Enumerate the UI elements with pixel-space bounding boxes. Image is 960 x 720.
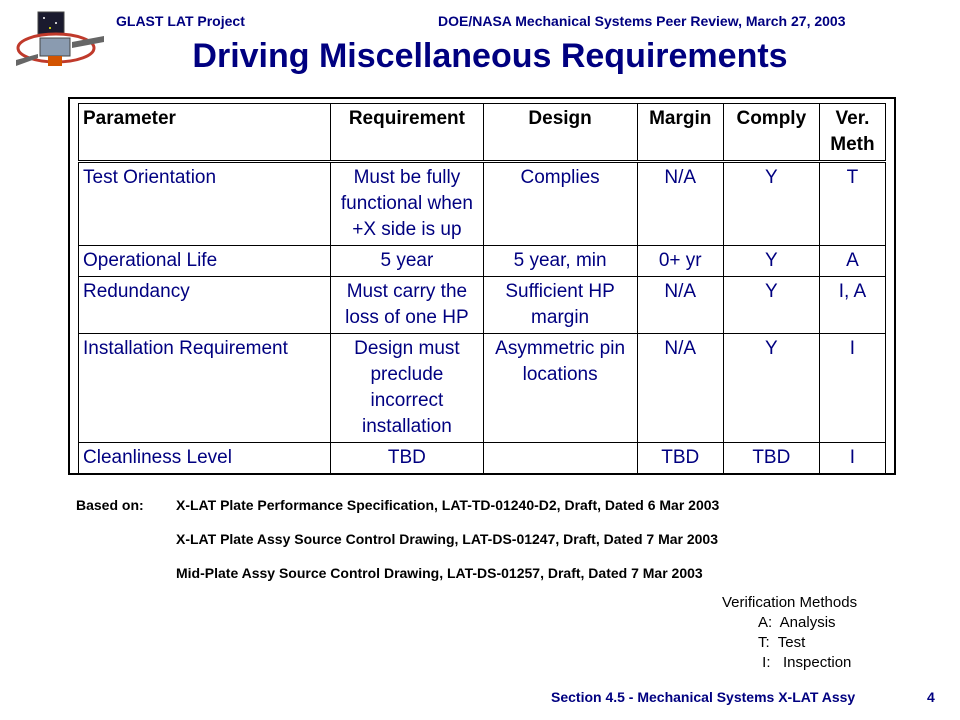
table-cell: Y <box>723 277 819 334</box>
table-cell: Test Orientation <box>79 162 331 246</box>
table-cell: I, A <box>819 277 885 334</box>
table-cell: N/A <box>637 334 723 443</box>
table-cell: 0+ yr <box>637 246 723 277</box>
verification-item: I: Inspection <box>758 654 852 671</box>
table-row <box>79 334 886 443</box>
table-cell: Cleanliness Level <box>79 443 331 474</box>
review-title: DOE/NASA Mechanical Systems Peer Review, March 27, 2003 <box>438 13 846 29</box>
page-title: Driving Miscellaneous Requirements <box>192 37 788 75</box>
column-header: Design <box>483 104 637 162</box>
footer-section: Section 4.5 - Mechanical Systems X-LAT Assy <box>551 689 856 705</box>
page-number: 4 <box>927 689 935 705</box>
verification-legend <box>722 593 857 673</box>
verification-item: T: Test <box>758 634 806 651</box>
table-row <box>79 277 886 334</box>
table-cell: TBD <box>331 443 483 474</box>
based-on-label: Based on: <box>76 497 144 513</box>
requirements-table <box>78 103 886 474</box>
table-cell: TBD <box>637 443 723 474</box>
table-cell: Must be fully functional when +X side is up <box>331 162 483 246</box>
table-cell: Must carry the loss of one HP <box>331 277 483 334</box>
table-cell: A <box>819 246 885 277</box>
table-cell: N/A <box>637 277 723 334</box>
table-cell: I <box>819 443 885 474</box>
column-header: Ver. Meth <box>819 104 885 162</box>
table-cell: TBD <box>723 443 819 474</box>
table-cell: Complies <box>483 162 637 246</box>
table-row <box>79 443 886 474</box>
table-cell: Y <box>723 246 819 277</box>
verification-title: Verification Methods <box>722 594 858 611</box>
column-header: Comply <box>723 104 819 162</box>
table-cell: Asymmetric pin locations <box>483 334 637 443</box>
table-cell: Y <box>723 162 819 246</box>
table-cell: N/A <box>637 162 723 246</box>
column-header: Parameter <box>79 104 331 162</box>
table-cell: 5 year <box>331 246 483 277</box>
column-header: Requirement <box>331 104 483 162</box>
table-cell: Redundancy <box>79 277 331 334</box>
glast-logo-icon <box>8 8 118 76</box>
table-header-row <box>79 104 886 162</box>
table-cell: Sufficient HP margin <box>483 277 637 334</box>
table-cell: I <box>819 334 885 443</box>
table-cell: 5 year, min <box>483 246 637 277</box>
table-row <box>79 246 886 277</box>
table-cell: T <box>819 162 885 246</box>
table-cell: Design must preclude incorrect installation <box>331 334 483 443</box>
project-name: GLAST LAT Project <box>116 13 245 29</box>
table-cell: Y <box>723 334 819 443</box>
reference-line: X-LAT Plate Performance Specification, LAT-TD-01240-D2, Draft, Dated 6 Mar 2003 <box>176 497 720 513</box>
table-cell: Operational Life <box>79 246 331 277</box>
table-row <box>79 162 886 246</box>
table-cell <box>483 443 637 474</box>
reference-line: Mid-Plate Assy Source Control Drawing, LAT-DS-01257, Draft, Dated 7 Mar 2003 <box>176 565 703 581</box>
reference-line: X-LAT Plate Assy Source Control Drawing, LAT-DS-01247, Draft, Dated 7 Mar 2003 <box>176 531 718 547</box>
table-cell: Installation Requirement <box>79 334 331 443</box>
verification-item: A: Analysis <box>758 614 836 631</box>
column-header: Margin <box>637 104 723 162</box>
